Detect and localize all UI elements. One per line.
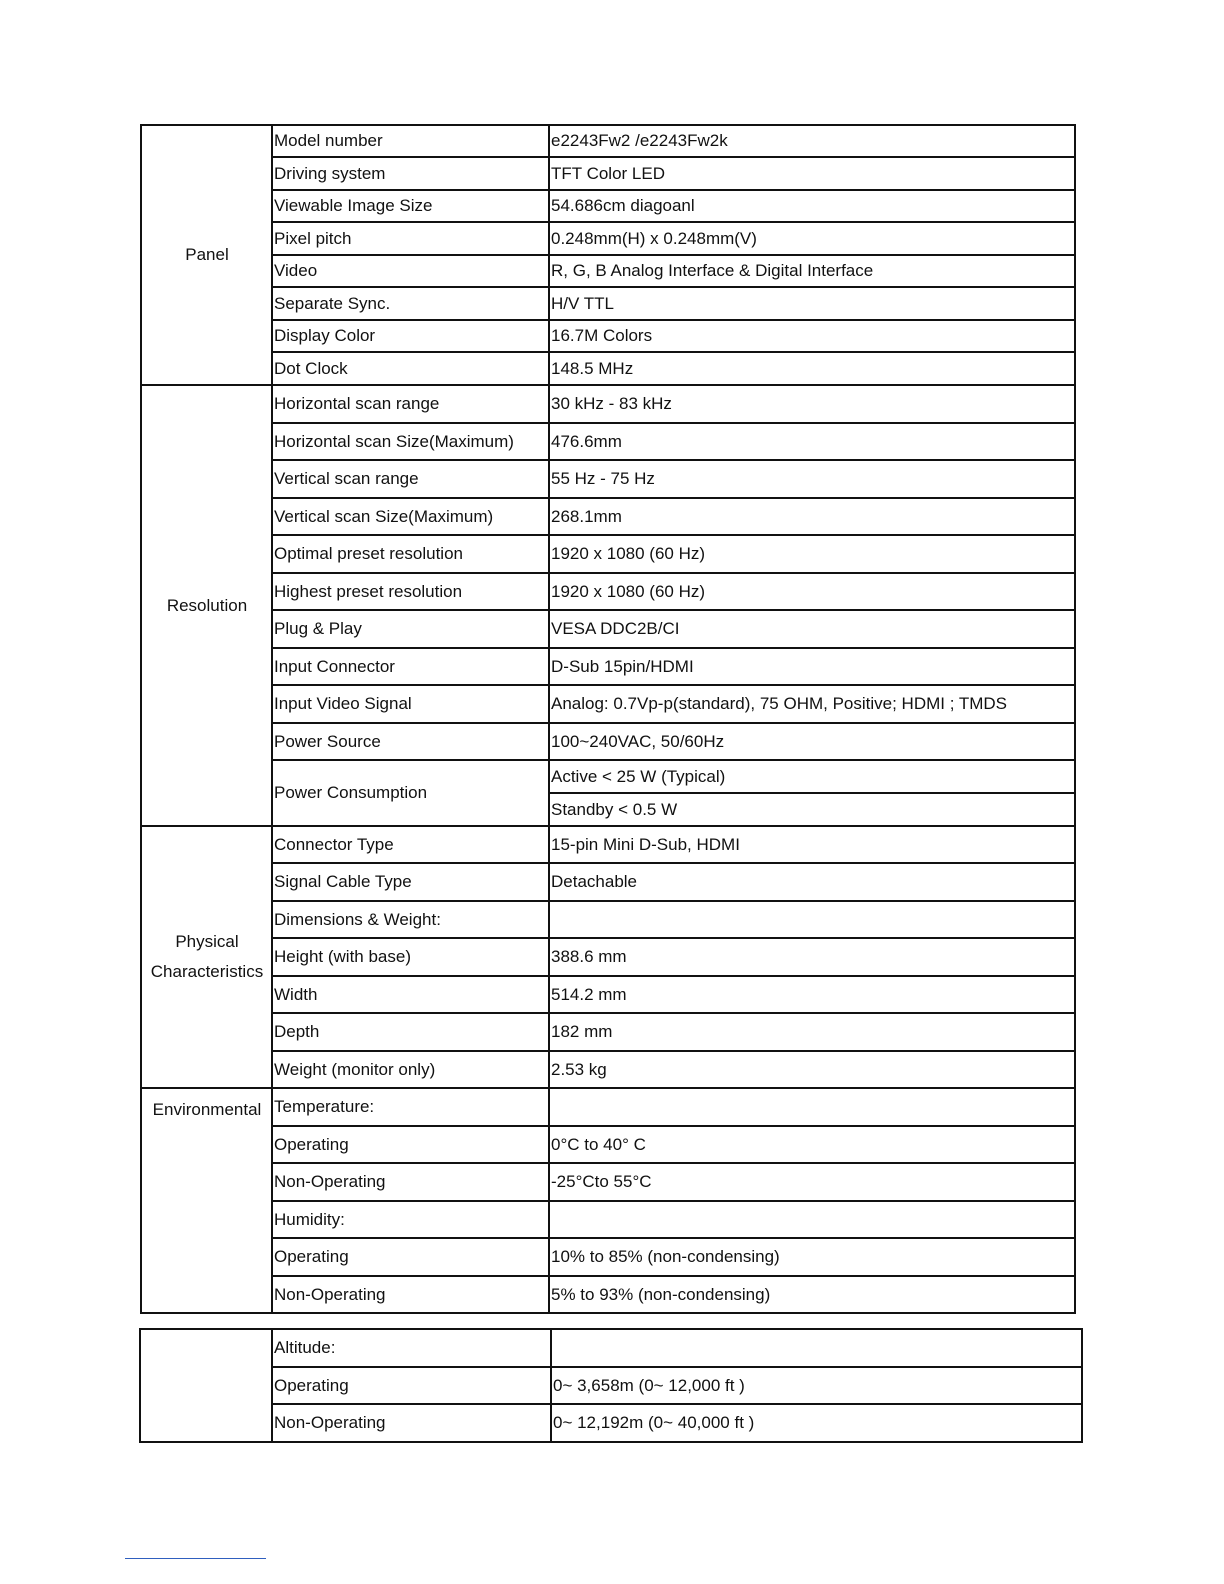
spec-label: Power Source (272, 723, 549, 760)
table-row (141, 648, 1075, 685)
spec-value (549, 1201, 1075, 1238)
spec-label: Highest preset resolution (272, 573, 549, 610)
group-label-panel (141, 125, 272, 385)
table-row (141, 826, 1075, 863)
table-row (141, 938, 1075, 976)
spec-label: Separate Sync. (272, 287, 549, 320)
spec-label: Horizontal scan Size(Maximum) (272, 423, 549, 460)
spec-label: Plug & Play (272, 610, 549, 648)
spec-value: 30 kHz - 83 kHz (549, 385, 1075, 423)
table-row (141, 222, 1075, 255)
spec-label: Connector Type (272, 826, 549, 863)
spec-label: Weight (monitor only) (272, 1051, 549, 1088)
group-label-text: Environmental (152, 1100, 262, 1119)
spec-value: H/V TTL (549, 287, 1075, 320)
spec-label: Width (272, 976, 549, 1013)
table-row (141, 157, 1075, 190)
specifications-table (140, 124, 1076, 1314)
spec-label: Input Video Signal (272, 685, 549, 723)
spec-label: Model number (272, 125, 549, 157)
group-label-empty (140, 1329, 272, 1442)
spec-value: R, G, B Analog Interface & Digital Interface (549, 255, 1075, 287)
spec-value: 388.6 mm (549, 938, 1075, 976)
spec-value: VESA DDC2B/CI (549, 610, 1075, 648)
spec-label: Operating (272, 1367, 551, 1404)
spec-value: 15-pin Mini D-Sub, HDMI (549, 826, 1075, 863)
spec-label: Height (with base) (272, 938, 549, 976)
spec-value: 55 Hz - 75 Hz (549, 460, 1075, 498)
spec-label: Display Color (272, 320, 549, 352)
spec-value: Active < 25 W (Typical) (549, 760, 1075, 793)
spec-value: 0°C to 40° C (549, 1126, 1075, 1163)
table-row (141, 1051, 1075, 1088)
spec-value: 1920 x 1080 (60 Hz) (549, 573, 1075, 610)
table-row (140, 1404, 1082, 1442)
spec-value (551, 1329, 1082, 1367)
table-row (141, 1088, 1075, 1126)
spec-label: Dot Clock (272, 352, 549, 385)
spec-value-secondary: Standby < 0.5 W (549, 793, 1075, 826)
spec-value: -25°Cto 55°C (549, 1163, 1075, 1201)
spec-value: e2243Fw2 /e2243Fw2k (549, 125, 1075, 157)
table-row (141, 1163, 1075, 1201)
table-row (141, 460, 1075, 498)
spec-label: Power Consumption (272, 760, 549, 826)
spec-value: 0~ 12,192m (0~ 40,000 ft ) (551, 1404, 1082, 1442)
spec-label: Pixel pitch (272, 222, 549, 255)
spec-value: 476.6mm (549, 423, 1075, 460)
table-row (141, 760, 1075, 793)
spec-label: Video (272, 255, 549, 287)
table-row (141, 287, 1075, 320)
group-label-text: Characteristics (150, 962, 264, 981)
table-row (141, 320, 1075, 352)
group-label-resolution (141, 385, 272, 826)
group-label-physical-characteristics (141, 826, 272, 1088)
spec-label: Dimensions & Weight: (272, 901, 549, 938)
table-row (141, 255, 1075, 287)
spec-value: 0~ 3,658m (0~ 12,000 ft ) (551, 1367, 1082, 1404)
spec-value: Detachable (549, 863, 1075, 901)
table-row (141, 498, 1075, 535)
spec-value: 54.686cm diagoanl (549, 190, 1075, 222)
spec-label: Signal Cable Type (272, 863, 549, 901)
table-row (141, 1201, 1075, 1238)
spec-value: Analog: 0.7Vp-p(standard), 75 OHM, Positive; HDMI ; TMDS (549, 685, 1075, 723)
spec-value: 514.2 mm (549, 976, 1075, 1013)
table-row (141, 352, 1075, 385)
table-row (141, 1276, 1075, 1313)
spec-label: Non-Operating (272, 1404, 551, 1442)
spec-label: Altitude: (272, 1329, 551, 1367)
spec-value: 10% to 85% (non-condensing) (549, 1238, 1075, 1276)
table-row (141, 723, 1075, 760)
spec-label: Temperature: (272, 1088, 549, 1126)
table-row (141, 1013, 1075, 1051)
spec-label: Viewable Image Size (272, 190, 549, 222)
spec-label: Humidity: (272, 1201, 549, 1238)
spec-value: 100~240VAC, 50/60Hz (549, 723, 1075, 760)
spec-label: Horizontal scan range (272, 385, 549, 423)
spec-label: Operating (272, 1126, 549, 1163)
table-row (141, 863, 1075, 901)
spec-value: 182 mm (549, 1013, 1075, 1051)
table-row (140, 1329, 1082, 1367)
spec-value: 1920 x 1080 (60 Hz) (549, 535, 1075, 573)
table-row (141, 1238, 1075, 1276)
spec-value: 148.5 MHz (549, 352, 1075, 385)
spec-value: TFT Color LED (549, 157, 1075, 190)
spec-label: Vertical scan Size(Maximum) (272, 498, 549, 535)
spec-value (549, 901, 1075, 938)
table-row (141, 423, 1075, 460)
table-row (141, 535, 1075, 573)
table-row (141, 125, 1075, 157)
spec-value: 2.53 kg (549, 1051, 1075, 1088)
group-label-environmental (141, 1088, 272, 1313)
table-row (141, 610, 1075, 648)
table-row (141, 1126, 1075, 1163)
table-row (141, 385, 1075, 423)
spec-label: Operating (272, 1238, 549, 1276)
spec-label: Non-Operating (272, 1276, 549, 1313)
spec-value: 0.248mm(H) x 0.248mm(V) (549, 222, 1075, 255)
spec-label: Vertical scan range (272, 460, 549, 498)
spec-label: Optimal preset resolution (272, 535, 549, 573)
spec-value (549, 1088, 1075, 1126)
group-label-text: Physical (175, 932, 239, 952)
spec-label: Input Connector (272, 648, 549, 685)
group-label-text: Panel (185, 245, 229, 265)
table-row (141, 901, 1075, 938)
table-row (141, 976, 1075, 1013)
spec-value: D-Sub 15pin/HDMI (549, 648, 1075, 685)
table-row (141, 573, 1075, 610)
group-label-text: Resolution (166, 595, 248, 615)
spec-value: 5% to 93% (non-condensing) (549, 1276, 1075, 1313)
spec-value: 268.1mm (549, 498, 1075, 535)
table-row (141, 685, 1075, 723)
spec-label: Non-Operating (272, 1163, 549, 1201)
altitude-table (139, 1328, 1083, 1443)
spec-label: Driving system (272, 157, 549, 190)
footnote-separator-line (125, 1558, 266, 1559)
table-row (141, 190, 1075, 222)
spec-label: Depth (272, 1013, 549, 1051)
table-row (140, 1367, 1082, 1404)
spec-value: 16.7M Colors (549, 320, 1075, 352)
